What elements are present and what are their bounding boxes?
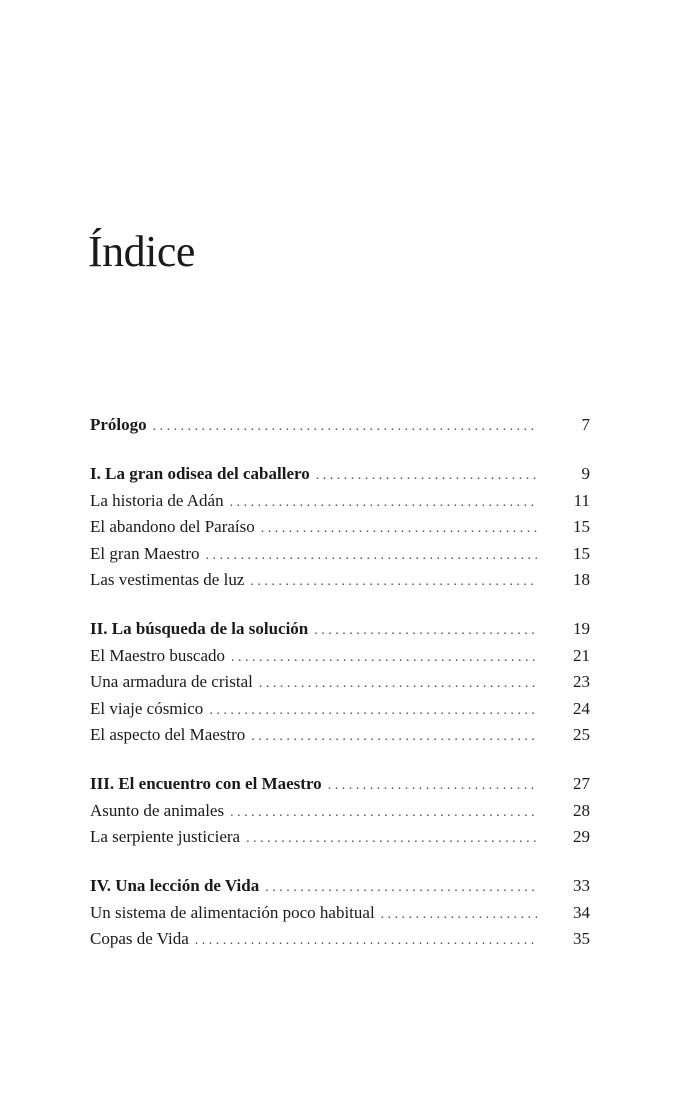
toc-entry[interactable] <box>90 488 590 514</box>
dot-leader <box>209 698 538 724</box>
toc-entry-page: 29 <box>573 827 590 847</box>
toc-entry[interactable] <box>90 412 590 438</box>
dot-leader <box>259 671 538 697</box>
toc-chapter-entry[interactable] <box>90 461 590 487</box>
toc-entry-label: Prólogo <box>90 415 147 434</box>
toc-section-prologue <box>90 412 590 438</box>
toc-section-chapter-3 <box>90 771 590 850</box>
toc-entry-label: Asunto de animales <box>90 800 225 820</box>
toc-section-chapter-4 <box>90 873 590 952</box>
toc-entry-page: 34 <box>573 902 590 922</box>
toc-entry-page: 15 <box>573 517 590 537</box>
toc-entry-page: 21 <box>573 645 590 665</box>
toc-entry-page: 23 <box>573 672 590 692</box>
dot-leader <box>314 618 538 644</box>
toc-entry-page: 25 <box>573 724 590 744</box>
toc-chapter-entry[interactable] <box>90 616 590 642</box>
toc-entry-page: 33 <box>573 876 590 896</box>
toc-entry[interactable] <box>90 669 590 695</box>
toc-entry-label: I. La gran odisea del caballero <box>90 464 310 484</box>
toc-entry[interactable] <box>90 643 590 669</box>
dot-leader <box>261 516 538 542</box>
toc-entry[interactable] <box>90 926 590 952</box>
toc-entry[interactable] <box>90 567 590 593</box>
toc-entry-page: 27 <box>573 774 590 794</box>
toc-entry[interactable] <box>90 514 590 540</box>
table-of-contents <box>90 412 590 976</box>
toc-entry[interactable] <box>90 541 590 567</box>
toc-entry-page: 35 <box>573 929 590 949</box>
dot-leader <box>246 826 538 852</box>
toc-entry-label: III. El encuentro con el Maestro <box>90 774 322 794</box>
toc-entry[interactable] <box>90 722 590 748</box>
toc-entry-page: 11 <box>573 490 590 510</box>
dot-leader <box>316 463 538 489</box>
dot-leader <box>230 800 538 826</box>
dot-leader <box>195 928 538 954</box>
toc-entry-page: 7 <box>581 415 590 434</box>
dot-leader <box>328 773 538 799</box>
toc-entry-label: Las vestimentas de luz <box>90 569 245 589</box>
dot-leader <box>265 875 538 901</box>
dot-leader <box>206 543 538 569</box>
toc-entry-page: 24 <box>573 698 590 718</box>
toc-entry[interactable] <box>90 824 590 850</box>
toc-entry-label: IV. Una lección de Vida <box>90 876 260 896</box>
toc-entry-label: El Maestro buscado <box>90 645 226 665</box>
toc-entry-page: 18 <box>573 569 590 589</box>
toc-entry[interactable] <box>90 696 590 722</box>
dot-leader <box>250 569 538 595</box>
toc-entry-page: 19 <box>573 619 590 639</box>
toc-entry-label: El gran Maestro <box>90 543 200 563</box>
toc-section-chapter-2 <box>90 616 590 748</box>
dot-leader <box>251 724 538 750</box>
toc-entry-label: Una armadura de cristal <box>90 672 253 692</box>
toc-chapter-entry[interactable] <box>90 873 590 899</box>
toc-entry[interactable] <box>90 798 590 824</box>
toc-entry-page: 28 <box>573 800 590 820</box>
toc-entry-label: Un sistema de alimentación poco habitual <box>90 902 375 922</box>
toc-entry-label: El abandono del Paraíso <box>90 517 255 537</box>
toc-entry-label: La serpiente justiciera <box>90 827 241 847</box>
toc-entry-label: Copas de Vida <box>90 929 189 949</box>
dot-leader <box>231 645 538 671</box>
toc-entry-label: El aspecto del Maestro <box>90 724 246 744</box>
toc-section-chapter-1 <box>90 461 590 593</box>
dot-leader <box>230 490 538 516</box>
toc-entry-label: El viaje cósmico <box>90 698 204 718</box>
toc-entry-page: 15 <box>573 543 590 563</box>
toc-entry-label: II. La búsqueda de la solución <box>90 619 309 639</box>
dot-leader <box>381 902 538 928</box>
toc-entry-page: 9 <box>581 464 590 484</box>
dot-leader <box>153 414 538 440</box>
toc-entry-label: La historia de Adán <box>90 490 224 510</box>
toc-entry[interactable] <box>90 900 590 926</box>
toc-chapter-entry[interactable] <box>90 771 590 797</box>
page-title: Índice <box>88 227 195 276</box>
